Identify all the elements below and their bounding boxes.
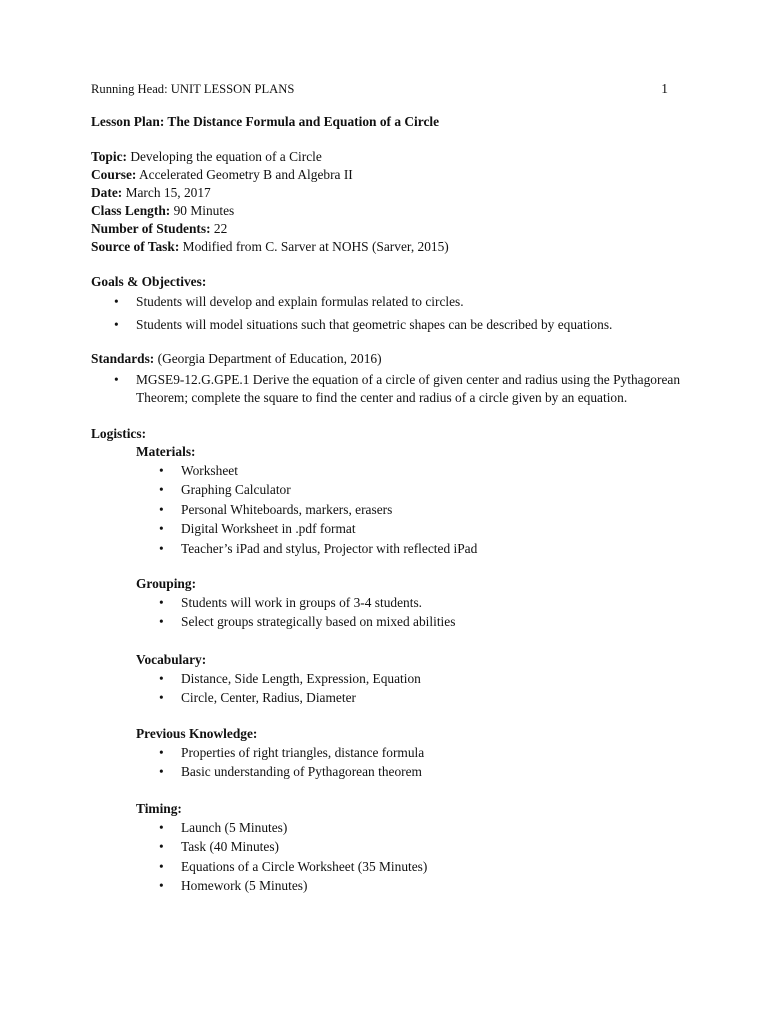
lesson-info [91, 148, 449, 256]
list-item: • Equations of a Circle Worksheet (35 Minutes) [136, 858, 676, 877]
vocabulary-heading: Vocabulary: [136, 652, 207, 667]
info-number-of-students: Number of Students: 22 [91, 221, 228, 236]
materials-heading: Materials: [136, 444, 196, 459]
goals-list [91, 293, 681, 334]
list-item: • Worksheet [136, 462, 676, 481]
grouping-section [136, 575, 676, 633]
info-source-of-task: Source of Task: Modified from C. Sarver at NOHS (Sarver, 2015) [91, 239, 449, 254]
materials-section [136, 443, 676, 559]
materials-list [136, 462, 676, 559]
goals-section [91, 273, 681, 334]
running-header [91, 80, 668, 98]
logistics-heading: Logistics: [91, 426, 147, 441]
list-item: • Students will develop and explain formulas related to circles. [91, 293, 681, 311]
page-number: 1 [661, 81, 668, 96]
vocabulary-list [136, 670, 676, 709]
info-course: Course: Accelerated Geometry B and Algebra II [91, 167, 353, 182]
lesson-title: Lesson Plan: The Distance Formula and Equation of a Circle [91, 114, 440, 129]
running-head: Running Head: UNIT LESSON PLANS [91, 82, 295, 96]
previous-knowledge-list [136, 744, 676, 783]
info-topic: Topic: Developing the equation of a Circle [91, 149, 322, 164]
vocabulary-section [136, 651, 676, 709]
standards-list [91, 371, 681, 407]
list-item: • Homework (5 Minutes) [136, 877, 676, 896]
timing-heading: Timing: [136, 801, 182, 816]
grouping-heading: Grouping: [136, 576, 197, 591]
standards-section [91, 350, 681, 407]
info-class-length: Class Length: 90 Minutes [91, 203, 235, 218]
list-item: • Task (40 Minutes) [136, 838, 676, 857]
timing-list [136, 819, 676, 897]
logistics-heading-wrap [91, 425, 681, 443]
previous-knowledge-heading: Previous Knowledge: [136, 726, 258, 741]
list-item: • Graphing Calculator [136, 481, 676, 500]
list-item: • Teacher’s iPad and stylus, Projector with reflected iPad [136, 540, 676, 559]
list-item: • Select groups strategically based on mixed abilities [136, 613, 676, 632]
list-item: • Digital Worksheet in .pdf format [136, 520, 676, 539]
timing-section [136, 800, 676, 897]
list-item: • Launch (5 Minutes) [136, 819, 676, 838]
list-item: • MGSE9-12.G.GPE.1 Derive the equation of a circle of given center and radius using the Pythagorean Theorem; complete the square to find the center and radius of a circle given by an equation. [91, 371, 681, 407]
list-item: • Personal Whiteboards, markers, erasers [136, 501, 676, 520]
goals-heading: Goals & Objectives: [91, 274, 207, 289]
standards-heading: Standards: (Georgia Department of Education, 2016) [91, 351, 382, 366]
list-item: • Circle, Center, Radius, Diameter [136, 689, 676, 708]
list-item: • Students will work in groups of 3-4 students. [136, 594, 676, 613]
info-date: Date: March 15, 2017 [91, 185, 211, 200]
list-item: • Students will model situations such that geometric shapes can be described by equations. [91, 316, 681, 334]
previous-knowledge-section [136, 725, 676, 783]
grouping-list [136, 594, 676, 633]
list-item: • Basic understanding of Pythagorean theorem [136, 763, 676, 782]
list-item: • Distance, Side Length, Expression, Equation [136, 670, 676, 689]
list-item: • Properties of right triangles, distance formula [136, 744, 676, 763]
